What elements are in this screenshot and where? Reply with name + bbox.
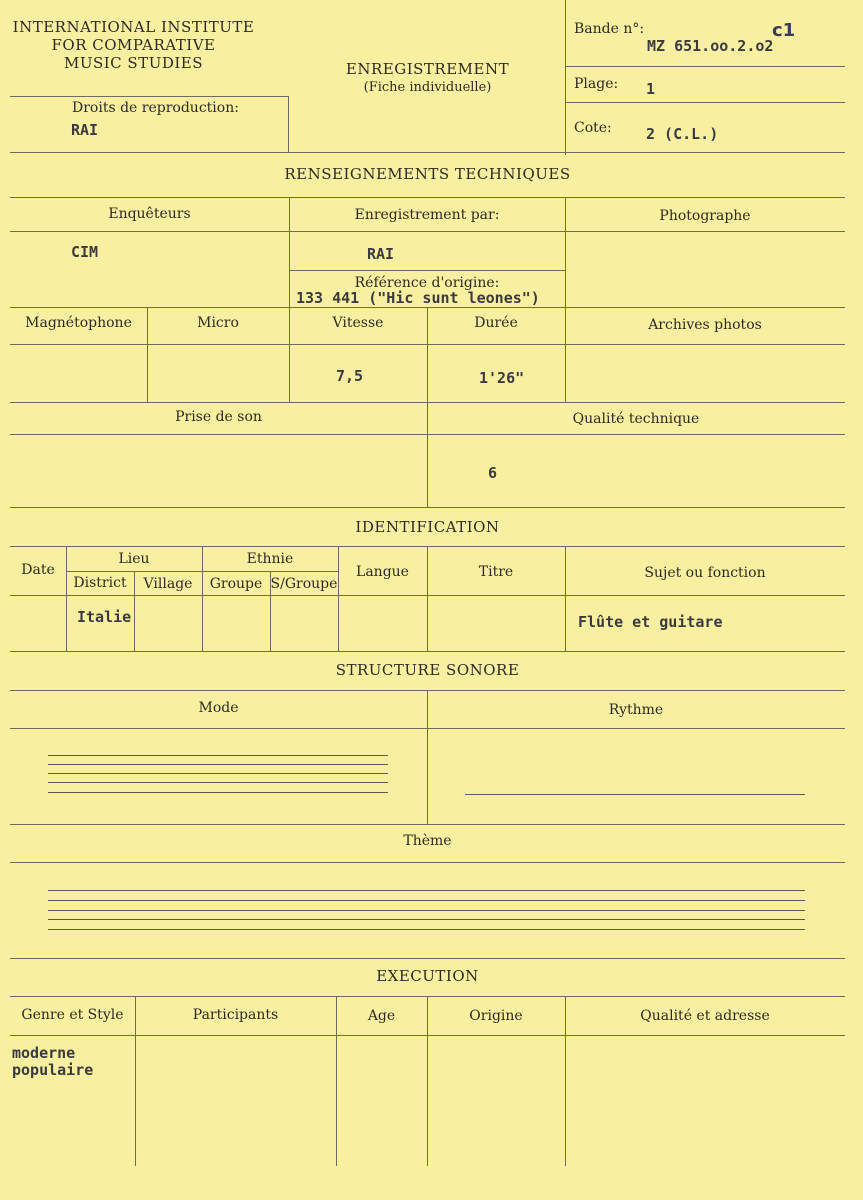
qualite-adresse-label: Qualité et adresse: [640, 1008, 770, 1024]
qualite-technique-value: 6: [488, 464, 498, 482]
theme-label: Thème: [403, 833, 452, 849]
participants-label: Participants: [192, 1007, 279, 1023]
photographe-label: Photographe: [659, 208, 751, 224]
qualite-technique-label: Qualité technique: [572, 411, 700, 427]
genre-value-2: populaire: [12, 1061, 94, 1079]
rights-label: Droits de reproduction:: [72, 100, 239, 116]
micro-label: Micro: [197, 315, 239, 331]
groupe-label: Groupe: [209, 576, 263, 592]
institute-name-line1: INTERNATIONAL INSTITUTE: [12, 18, 255, 36]
bande-value: MZ 651.oo.2.o2: [647, 37, 774, 55]
sgroupe-label: S/Groupe: [270, 576, 338, 592]
enregistrement-par-value: RAI: [367, 245, 395, 263]
rythme-line: [465, 794, 805, 795]
genre-value-1: moderne: [12, 1044, 76, 1062]
district-label: District: [73, 575, 127, 591]
identification-heading: IDENTIFICATION: [355, 518, 500, 536]
reference-label: Référence d'origine:: [354, 275, 500, 291]
plage-label: Plage:: [574, 76, 619, 92]
plage-value: 1: [646, 80, 656, 98]
date-label: Date: [21, 562, 55, 578]
ethnie-label: Ethnie: [246, 551, 294, 567]
titre-label: Titre: [478, 564, 514, 580]
duree-label: Durée: [474, 315, 518, 331]
age-label: Age: [367, 1008, 396, 1024]
institute-name-line2: FOR COMPARATIVE: [51, 36, 216, 54]
reference-value: 133 441 ("Hic sunt leones"): [296, 289, 540, 307]
enqueteurs-label: Enquêteurs: [108, 206, 191, 222]
magnetophone-label: Magnétophone: [25, 315, 132, 331]
structure-heading: STRUCTURE SONORE: [335, 661, 520, 679]
cote-label: Cote:: [574, 120, 612, 136]
sujet-label: Sujet ou fonction: [644, 565, 766, 581]
rythme-label: Rythme: [608, 702, 664, 718]
technical-heading: RENSEIGNEMENTS TECHNIQUES: [284, 165, 571, 183]
origine-label: Origine: [469, 1008, 523, 1024]
cote-value: 2 (C.L.): [646, 125, 719, 143]
execution-heading: EXECUTION: [376, 967, 479, 985]
form-title: ENREGISTREMENT: [345, 60, 510, 78]
duree-value: 1'26": [479, 369, 525, 387]
district-value: Italie: [77, 608, 132, 626]
genre-label: Genre et Style: [21, 1007, 124, 1023]
prise-de-son-label: Prise de son: [175, 409, 262, 425]
vitesse-label: Vitesse: [332, 315, 384, 331]
lieu-label: Lieu: [118, 551, 150, 567]
sujet-value: Flûte et guitare: [578, 613, 723, 631]
bande-label: Bande n°:: [574, 21, 645, 37]
enqueteurs-value: CIM: [71, 243, 99, 261]
vitesse-value: 7,5: [336, 367, 364, 385]
langue-label: Langue: [356, 564, 409, 580]
mode-label: Mode: [198, 700, 239, 716]
rights-value: RAI: [71, 121, 99, 139]
enregistrement-par-label: Enregistrement par:: [354, 207, 500, 223]
form-subtitle: (Fiche individuelle): [363, 80, 492, 95]
archives-label: Archives photos: [648, 317, 762, 333]
bande-handwritten-mark: c1: [772, 20, 796, 41]
village-label: Village: [143, 576, 193, 592]
institute-name-line3: MUSIC STUDIES: [63, 54, 204, 72]
